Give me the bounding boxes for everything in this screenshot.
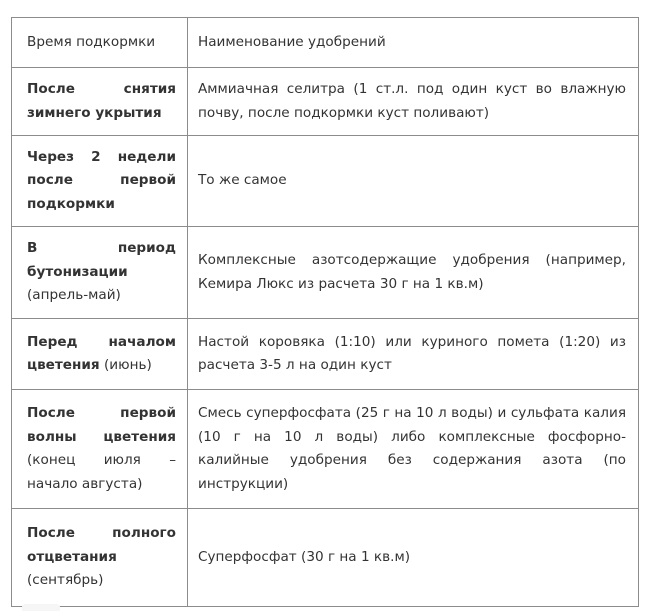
fertilizer-cell: Настой коровяка (1:10) или куриного помета (1:20) из расчета 3-5 л на один куст [188, 319, 639, 390]
fertilizer-cell: Суперфосфат (30 г на 1 кв.м) [188, 509, 639, 607]
header-time-cell: Время подкормки [12, 18, 188, 68]
table-row [12, 227, 639, 319]
table-header-row [12, 18, 639, 68]
header-fertilizer-cell: Наименование удобрений [188, 18, 639, 68]
feeding-time-cell [12, 136, 188, 227]
table-row [12, 68, 639, 136]
feeding-time-cell [12, 68, 188, 136]
feeding-time-cell [12, 509, 188, 607]
fertilizer-cell: Аммиачная селитра (1 ст.л. под один куст во влажную почву, после подкормки куст поливают) [188, 68, 639, 136]
table-row [12, 509, 639, 607]
table-row [12, 319, 639, 390]
fertilizer-schedule-table [11, 17, 639, 607]
feeding-time-label: После первой волны цветения [27, 405, 176, 445]
fertilizer-cell: Смесь суперфосфата (25 г на 10 л воды) и сульфата калия (10 г на 10 л воды) либо комплексные фосфорно-калийные удобрения без содержания азота (по инструкции) [188, 390, 639, 509]
feeding-time-cell [12, 390, 188, 509]
feeding-time-label: После полного отцветания [27, 525, 176, 565]
page-footer-mark [22, 604, 60, 611]
feeding-time-label: После снятия зимнего укрытия [27, 81, 176, 121]
feeding-time-label: Перед началом цветения [27, 333, 176, 373]
feeding-time-period: (апрель-май) [27, 287, 121, 304]
feeding-time-cell [12, 319, 188, 390]
feeding-time-label: В период бутонизации [27, 240, 176, 280]
table-row [12, 390, 639, 509]
feeding-time-period: (июнь) [103, 357, 152, 373]
feeding-time-label: Через 2 недели после первой подкормки [27, 148, 176, 212]
table-row [12, 136, 639, 227]
fertilizer-cell: Комплексные азотсодержащие удобрения (например, Кемира Люкс из расчета 30 г на 1 кв.м) [188, 227, 639, 319]
feeding-time-cell [12, 227, 188, 319]
feeding-time-period: (сентябрь) [27, 572, 104, 589]
fertilizer-schedule-table-container [11, 17, 638, 607]
fertilizer-cell: То же самое [188, 136, 639, 227]
feeding-time-period: (конец июля – начало августа) [27, 452, 176, 492]
